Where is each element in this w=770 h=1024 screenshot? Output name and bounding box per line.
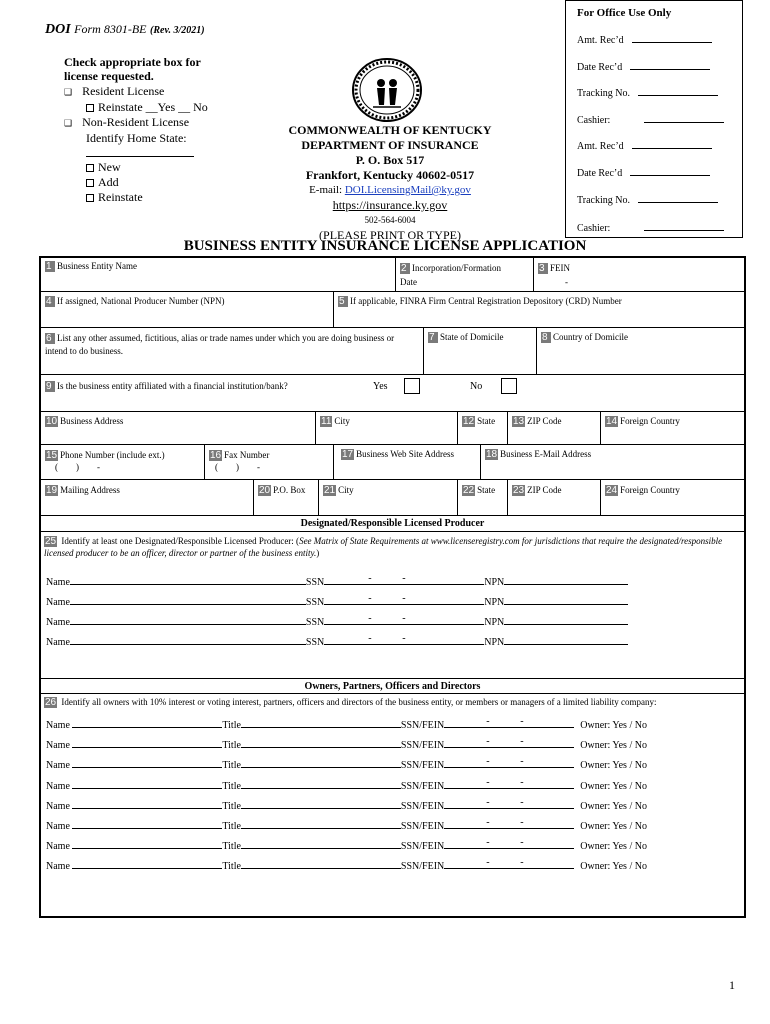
owner-ssn-field[interactable]: - - xyxy=(444,779,574,789)
field-business-address[interactable] xyxy=(42,414,126,429)
field-number: 21 xyxy=(324,485,336,496)
producer-row xyxy=(46,595,628,608)
owner-name-label: Name xyxy=(46,780,70,792)
owner-ssn-label: SSN/FEIN xyxy=(400,841,445,853)
owner-name-field[interactable] xyxy=(72,859,222,869)
producer-ssn-label: SSN xyxy=(305,617,325,628)
field-city[interactable] xyxy=(317,414,353,429)
producer-name-label: Name xyxy=(46,637,70,648)
office-use-row xyxy=(577,139,712,152)
producer-ssn-label: SSN xyxy=(305,597,325,608)
owner-name-field[interactable] xyxy=(72,839,222,849)
owners-heading: Owners, Partners, Officers and Directors xyxy=(304,681,481,692)
field-mailing-city[interactable] xyxy=(320,483,357,498)
owner-yes-no[interactable]: Owner: Yes / No xyxy=(580,841,647,853)
owner-ssn-field[interactable]: - - xyxy=(444,819,574,829)
field-mailing-foreign-country[interactable] xyxy=(602,483,683,498)
producer-row xyxy=(46,635,628,648)
owner-title-field[interactable] xyxy=(241,718,401,728)
owner-row xyxy=(46,738,647,751)
producer-npn-label: NPN xyxy=(484,577,505,588)
producer-ssn-field[interactable]: - - xyxy=(324,575,484,585)
agency-phone: 502-564-6004 xyxy=(364,215,416,225)
owner-ssn-field[interactable]: - - xyxy=(444,859,574,869)
field-label: Business Web Site Address xyxy=(356,449,454,459)
field-incorporation-date[interactable] xyxy=(397,259,504,291)
reinstate-label: Reinstate __Yes __ No xyxy=(98,100,208,114)
form-identifier xyxy=(45,22,205,38)
producer-ssn-label: SSN xyxy=(305,637,325,648)
form-rev: (Rev. 3/2021) xyxy=(150,25,205,36)
field-label: Phone Number (include ext.) xyxy=(60,450,165,460)
owner-ssn-label: SSN/FEIN xyxy=(400,720,445,731)
field-number: 4 xyxy=(45,296,55,307)
field-label: ZIP Code xyxy=(527,416,562,426)
field-number: 7 xyxy=(428,332,438,343)
owner-title-label: Title xyxy=(222,800,241,812)
field-label: State xyxy=(477,485,496,495)
owner-yes-no[interactable]: Owner: Yes / No xyxy=(580,821,647,832)
owner-ssn-label: SSN/FEIN xyxy=(400,800,445,812)
owner-title-field[interactable] xyxy=(241,738,401,748)
field-number: 11 xyxy=(321,416,332,427)
owner-row xyxy=(46,859,647,872)
field-email[interactable] xyxy=(482,447,594,462)
producer-name-label: Name xyxy=(46,617,70,628)
office-use-field[interactable] xyxy=(632,33,712,43)
field-phone[interactable] xyxy=(42,447,168,475)
reinstate2-label: Reinstate xyxy=(98,190,143,204)
agency-line3: P. O. Box 517 xyxy=(355,153,425,167)
field-business-entity-name[interactable] xyxy=(42,259,140,274)
owner-ssn-label: SSN/FEIN xyxy=(400,861,445,873)
producer-name-field[interactable] xyxy=(70,595,306,605)
owner-name-label: Name xyxy=(46,800,70,812)
field-label: Is the business entity affiliated with a financial institution/bank? xyxy=(57,381,288,391)
office-use-row xyxy=(577,86,718,99)
field-number: 24 xyxy=(606,485,618,496)
owner-title-label: Title xyxy=(222,841,241,853)
office-use-box xyxy=(565,0,743,238)
producer-ssn-label: SSN xyxy=(305,577,325,588)
yes-label: Yes xyxy=(373,381,388,392)
field-label: Business E-Mail Address xyxy=(500,449,592,459)
field-website[interactable] xyxy=(338,447,457,462)
producer-instr-a: Identify at least one Designated/Responsible Licensed Producer: ( xyxy=(61,536,300,546)
add-label: Add xyxy=(98,175,119,189)
owner-name-field[interactable] xyxy=(72,779,222,789)
field-mailing-address[interactable] xyxy=(42,483,123,498)
agency-line2: DEPARTMENT OF INSURANCE xyxy=(301,138,479,152)
field-zip[interactable] xyxy=(509,414,565,429)
field-number: 16 xyxy=(210,450,222,461)
affiliation-no-checkbox[interactable] xyxy=(501,377,517,395)
producer-name-label: Name xyxy=(46,597,70,608)
owner-ssn-label: SSN/FEIN xyxy=(400,821,445,832)
owner-name-field[interactable] xyxy=(72,799,222,809)
resident-label: Resident License xyxy=(82,84,165,98)
owner-title-label: Title xyxy=(222,760,241,772)
field-number: 22 xyxy=(463,485,475,496)
office-use-row xyxy=(577,193,718,206)
producer-ssn-field[interactable]: - - xyxy=(324,615,484,625)
owner-row xyxy=(46,776,647,792)
office-use-field[interactable] xyxy=(632,139,712,149)
agency-block xyxy=(270,123,510,243)
resident-checkbox[interactable]: ❑ xyxy=(64,87,73,97)
field-number: 25 xyxy=(45,536,57,547)
owner-name-label: Name xyxy=(46,821,70,832)
owner-title-label: Title xyxy=(222,780,241,792)
field-label: P.O. Box xyxy=(273,485,306,495)
form-doi: DOI xyxy=(45,22,71,37)
producer-name-label: Name xyxy=(46,577,70,588)
office-use-field[interactable] xyxy=(644,113,724,123)
field-state-domicile[interactable] xyxy=(425,330,506,345)
field-label: Foreign Country xyxy=(620,485,680,495)
producer-npn-label: NPN xyxy=(484,617,505,628)
field-number: 18 xyxy=(486,449,498,460)
producer-npn-label: NPN xyxy=(484,637,505,648)
owner-ssn-field[interactable]: - - xyxy=(444,839,574,849)
office-use-label: Date Rec’d xyxy=(577,62,623,73)
office-use-row xyxy=(577,166,710,179)
field-number: 14 xyxy=(606,416,618,427)
field-label: Mailing Address xyxy=(60,485,120,495)
field-label: Foreign Country xyxy=(620,416,680,426)
agency-line4: Frankfort, Kentucky 40602-0517 xyxy=(305,168,475,182)
office-use-label: Cashier: xyxy=(577,223,611,234)
office-use-field[interactable] xyxy=(630,60,710,70)
owner-title-field[interactable] xyxy=(241,779,401,789)
field-npn[interactable] xyxy=(42,294,227,309)
field-financial-affiliation xyxy=(42,379,291,394)
email-link[interactable]: DOI.LicensingMail@ky.gov xyxy=(344,184,471,196)
field-label-2: Date xyxy=(400,277,417,287)
office-use-label: Amt. Rec’d xyxy=(577,35,624,46)
field-label: Business Address xyxy=(60,416,124,426)
producer-row xyxy=(46,615,628,628)
office-use-row xyxy=(577,221,724,234)
field-state[interactable] xyxy=(459,414,498,429)
office-use-row xyxy=(577,33,712,46)
office-use-field[interactable] xyxy=(638,86,718,96)
office-use-label: Cashier: xyxy=(577,115,611,126)
nonresident-checkbox[interactable]: ❑ xyxy=(64,118,73,128)
field-po-box[interactable] xyxy=(255,483,308,498)
owner-name-label: Name xyxy=(46,720,70,731)
producer-row xyxy=(46,575,628,588)
owner-title-label: Title xyxy=(222,720,241,731)
owner-name-field[interactable] xyxy=(72,738,222,748)
field-label: Country of Domicile xyxy=(553,332,628,342)
producer-npn-label: NPN xyxy=(484,597,505,608)
owners-instructions xyxy=(44,697,744,708)
field-number: 20 xyxy=(259,485,271,496)
office-use-field[interactable] xyxy=(644,221,724,231)
field-number: 23 xyxy=(513,485,525,496)
office-use-label: Amt. Rec’d xyxy=(577,141,624,152)
producer-instr-b: See Matrix of State Requirements at www.licenseregistry.com for jurisdictions that require the designated/responsible licensed producer to be an officer, director or partner of the business entity. xyxy=(44,536,723,558)
owner-yes-no[interactable]: Owner: Yes / No xyxy=(580,740,647,752)
office-use-row xyxy=(577,60,710,73)
field-number: 9 xyxy=(45,381,55,392)
producer-npn-field[interactable] xyxy=(504,635,628,645)
owner-row xyxy=(46,758,647,771)
field-number: 6 xyxy=(45,333,55,344)
field-number: 17 xyxy=(342,449,354,460)
owner-row xyxy=(46,796,647,812)
no-label: No xyxy=(470,381,483,392)
producer-ssn-field[interactable]: - - xyxy=(324,595,484,605)
owner-yes-no[interactable]: Owner: Yes / No xyxy=(580,760,647,772)
producer-name-field[interactable] xyxy=(70,635,306,645)
field-mailing-state[interactable] xyxy=(459,483,498,498)
owner-yes-no[interactable]: Owner: Yes / No xyxy=(580,780,647,792)
owner-yes-no[interactable]: Owner: Yes / No xyxy=(580,861,647,873)
email-label: E-mail: xyxy=(309,184,345,196)
owner-yes-no[interactable]: Owner: Yes / No xyxy=(580,720,647,731)
owner-title-field[interactable] xyxy=(241,819,401,829)
owner-title-label: Title xyxy=(222,821,241,832)
owner-title-label: Title xyxy=(222,740,241,752)
owner-row xyxy=(46,819,647,832)
owner-ssn-field[interactable]: - - xyxy=(444,799,574,809)
owner-name-label: Name xyxy=(46,841,70,853)
field-label: State of Domicile xyxy=(440,332,504,342)
field-label: If applicable, FINRA Firm Central Registration Depository (CRD) Number xyxy=(350,296,622,306)
office-use-field[interactable] xyxy=(638,193,718,203)
owner-ssn-label: SSN/FEIN xyxy=(400,740,445,752)
field-label: FEIN xyxy=(550,263,570,273)
agency-line1: COMMONWEALTH OF KENTUCKY xyxy=(288,123,492,137)
website-link[interactable]: https://insurance.ky.gov xyxy=(332,198,448,212)
field-number: 15 xyxy=(46,450,58,461)
owner-row xyxy=(46,718,647,731)
form-title: BUSINESS ENTITY INSURANCE LICENSE APPLICATION xyxy=(183,238,587,254)
owner-title-field[interactable] xyxy=(241,859,401,869)
owner-name-label: Name xyxy=(46,861,70,873)
phone-format: ( ) - xyxy=(55,462,100,472)
office-use-title: For Office Use Only xyxy=(577,7,672,19)
page-number: 1 xyxy=(729,978,735,992)
owner-name-label: Name xyxy=(46,740,70,752)
nonresident-label: Non-Resident License xyxy=(82,115,190,129)
field-trade-names[interactable] xyxy=(42,330,402,360)
license-options xyxy=(64,84,208,205)
fax-format: ( ) - xyxy=(215,462,260,472)
producer-npn-field[interactable] xyxy=(504,595,628,605)
producer-instr-c: ) xyxy=(316,548,320,558)
field-foreign-country[interactable] xyxy=(602,414,683,429)
reinstate2-checkbox[interactable] xyxy=(86,194,94,202)
new-label: New xyxy=(98,160,121,174)
field-label: List any other assumed, fictitious, alias or trade names under which you are doing business or intend to do business. xyxy=(45,333,395,356)
field-label: If assigned, National Producer Number (NPN) xyxy=(57,296,225,306)
office-use-label: Tracking No. xyxy=(577,88,630,99)
field-label: Business Entity Name xyxy=(57,261,137,271)
owner-name-field[interactable] xyxy=(72,718,222,728)
office-use-field[interactable] xyxy=(630,166,710,176)
producer-npn-field[interactable] xyxy=(504,575,628,585)
producer-ssn-field[interactable]: - - xyxy=(324,635,484,645)
owner-yes-no[interactable]: Owner: Yes / No xyxy=(580,800,647,812)
office-use-label: Date Rec’d xyxy=(577,168,623,179)
field-label: State xyxy=(477,416,496,426)
home-state-field[interactable] xyxy=(86,147,194,157)
field-country-domicile[interactable] xyxy=(538,330,631,345)
add-checkbox[interactable] xyxy=(86,179,94,187)
field-label: Incorporation/Formation xyxy=(412,263,501,273)
producer-name-field[interactable] xyxy=(70,575,306,585)
form-name: Form 8301-BE xyxy=(74,22,147,36)
license-heading: Check appropriate box for license requested. xyxy=(64,55,201,83)
owner-ssn-field[interactable]: - - xyxy=(444,718,574,728)
owner-name-field[interactable] xyxy=(72,758,222,768)
owners-instr: Identify all owners with 10% interest or voting interest, partners, officers and directors of the business entity, or members or managers of a limited liability company: xyxy=(61,697,657,707)
home-state-label: Identify Home State: xyxy=(86,131,187,145)
owner-title-field[interactable] xyxy=(241,839,401,849)
reinstate-checkbox[interactable] xyxy=(86,104,94,112)
fein-dash: - xyxy=(565,277,568,287)
field-fein[interactable] xyxy=(535,259,675,291)
owner-title-field[interactable] xyxy=(241,799,401,809)
field-number: 12 xyxy=(463,416,475,427)
field-number: 5 xyxy=(338,296,348,307)
owner-name-field[interactable] xyxy=(72,819,222,829)
field-mailing-zip[interactable] xyxy=(509,483,565,498)
owner-ssn-label: SSN/FEIN xyxy=(400,760,445,772)
producer-instructions xyxy=(44,535,724,559)
field-number: 10 xyxy=(46,416,58,427)
field-number: 13 xyxy=(513,416,525,427)
print-note: (PLEASE PRINT OR TYPE) xyxy=(319,228,461,242)
field-number: 8 xyxy=(541,332,551,343)
producer-heading: Designated/Responsible Licensed Producer xyxy=(300,518,485,529)
field-number: 3 xyxy=(538,263,548,274)
field-number: 2 xyxy=(400,263,410,274)
owner-ssn-label: SSN/FEIN xyxy=(400,780,445,792)
field-label: City xyxy=(338,485,354,495)
owner-name-label: Name xyxy=(46,760,70,772)
field-number: 1 xyxy=(45,261,55,272)
producer-npn-field[interactable] xyxy=(504,615,628,625)
field-label: ZIP Code xyxy=(527,485,562,495)
field-number: 26 xyxy=(45,697,57,708)
owner-title-label: Title xyxy=(222,861,241,873)
owner-title-field[interactable] xyxy=(241,758,401,768)
field-fax[interactable] xyxy=(206,447,272,475)
owner-ssn-field[interactable]: - - xyxy=(444,738,574,748)
new-checkbox[interactable] xyxy=(86,164,94,172)
owner-row xyxy=(46,839,647,852)
office-use-row xyxy=(577,113,724,126)
field-crd[interactable] xyxy=(335,294,625,309)
affiliation-yes-checkbox[interactable] xyxy=(404,377,420,395)
field-label: Fax Number xyxy=(224,450,270,460)
producer-name-field[interactable] xyxy=(70,615,306,625)
field-number: 19 xyxy=(46,485,58,496)
field-label: City xyxy=(334,416,350,426)
owner-ssn-field[interactable]: - - xyxy=(444,758,574,768)
office-use-label: Tracking No. xyxy=(577,195,630,206)
kentucky-seal-icon xyxy=(351,57,423,123)
